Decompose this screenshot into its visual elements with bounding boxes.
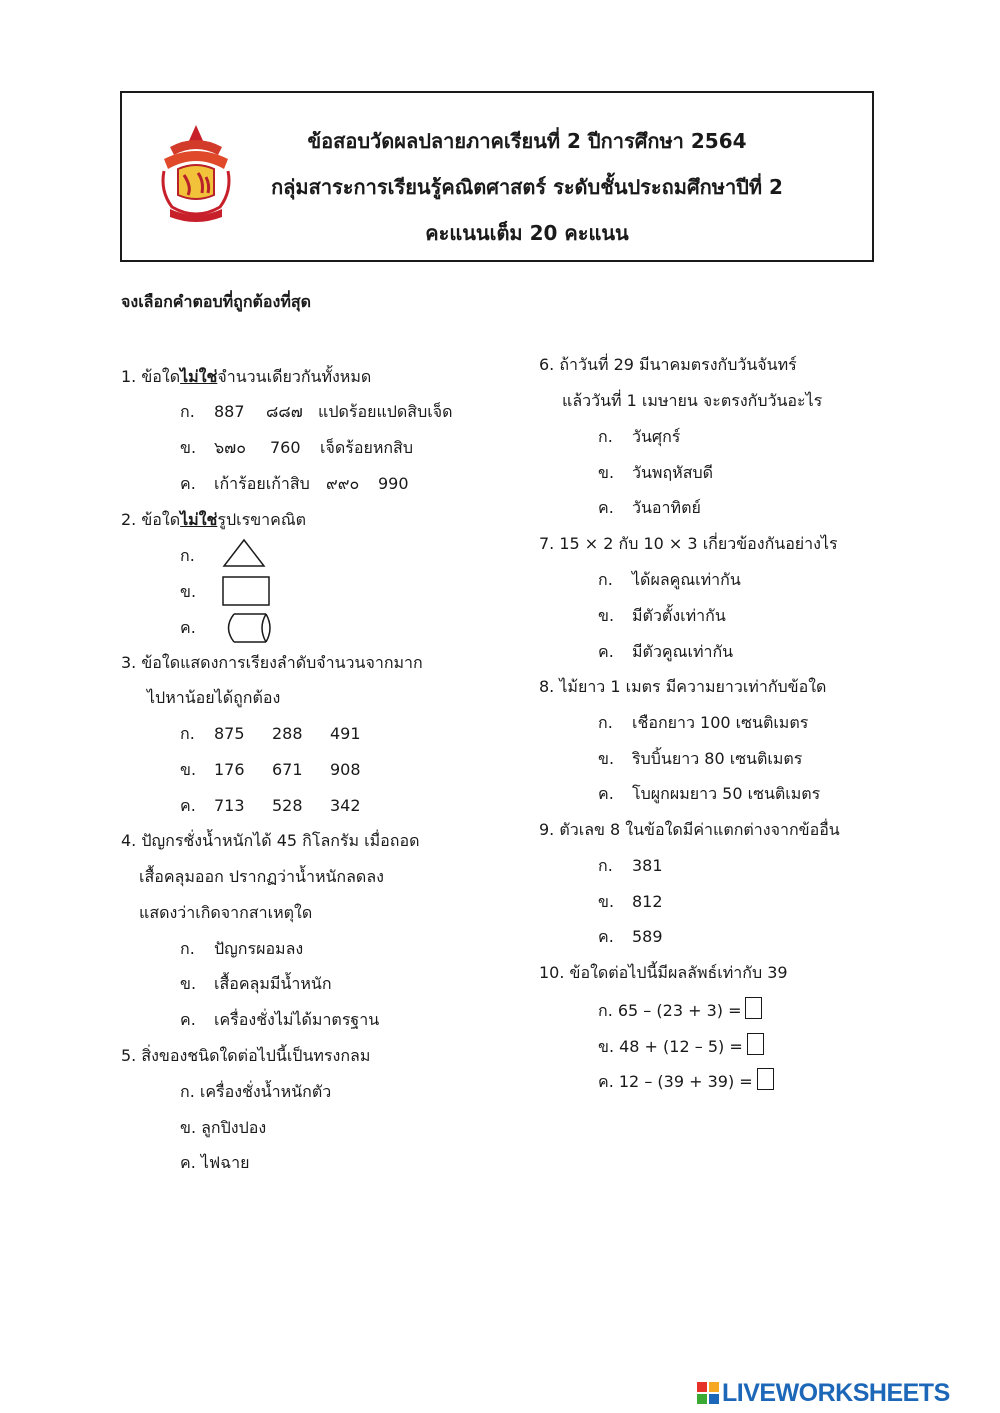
q1-emphasis: ไม่ใช่ <box>180 367 218 386</box>
question-7: 7. 15 × 2 กับ 10 × 3 เกี่ยวข้องกันอย่างไร <box>539 534 838 553</box>
choice-label: ก. <box>180 402 195 421</box>
choice-label: ค. <box>598 927 614 946</box>
choice-label: ข. <box>598 606 615 625</box>
q4-choice-a[interactable]: ก. ปัญกรผอมลง <box>180 937 303 961</box>
question-2 <box>121 508 306 532</box>
choice-label: ข. <box>180 760 197 779</box>
q2-choice-b[interactable] <box>180 580 214 604</box>
q1-suffix: จำนวนเดียวกันทั้งหมด <box>217 367 372 386</box>
choice-label: ข. <box>180 438 197 457</box>
choice-label: ค. <box>180 474 196 493</box>
q7-choice-a[interactable]: ก. ได้ผลคูณเท่ากัน <box>598 568 741 592</box>
q4-choice-c[interactable]: ค. เครื่องชั่งไม่ได้มาตรฐาน <box>180 1008 379 1032</box>
choice-label: ค. <box>598 498 614 517</box>
choice-label: ก. <box>598 713 613 732</box>
q2-prefix: 2. ข้อใด <box>121 510 181 529</box>
q7-choice-c[interactable]: ค. มีตัวคูณเท่ากัน <box>598 640 733 664</box>
question-6-cont: แล้ววันที่ 1 เมษายน จะตรงกับวันอะไร <box>562 391 823 410</box>
exam-score: คะแนนเต็ม 20 คะแนน <box>425 221 629 245</box>
choice-label: ข. <box>180 974 197 993</box>
q8-choice-c[interactable]: ค. โบผูกผมยาว 50 เซนติเมตร <box>598 782 820 806</box>
q7-choice-b[interactable]: ข. มีตัวตั้งเท่ากัน <box>598 604 726 628</box>
q8-choice-a[interactable]: ก. เชือกยาว 100 เซนติเมตร <box>598 711 808 735</box>
answer-box[interactable] <box>747 1033 764 1055</box>
question-1 <box>121 365 371 389</box>
triangle-shape <box>222 538 266 568</box>
q3-choice-c[interactable]: ค. 713 528 342 <box>180 794 361 818</box>
q8-choice-b[interactable]: ข. ริบบิ้นยาว 80 เซนติเมตร <box>598 747 802 771</box>
exam-header <box>120 91 874 262</box>
q6-choice-a[interactable]: ก. วันศุกร์ <box>598 425 680 449</box>
school-crest-icon <box>158 121 234 225</box>
choice-label: ค. <box>180 1010 196 1029</box>
answer-box[interactable] <box>757 1068 774 1090</box>
question-3-cont: ไปหาน้อยได้ถูกต้อง <box>147 688 281 707</box>
choice-label: ก. <box>598 427 613 446</box>
cylinder-shape <box>222 612 274 644</box>
choice-label: ข. <box>180 582 197 601</box>
q9-choice-b[interactable]: ข. 812 <box>598 890 663 914</box>
exam-subject: กลุ่มสาระการเรียนรู้คณิตศาสตร์ ระดับชั้นประถมศึกษาปีที่ 2 <box>271 175 783 199</box>
question-6: 6. ถ้าวันที่ 29 มีนาคมตรงกับวันจันทร์ <box>539 355 797 374</box>
q3-choice-a[interactable]: ก. 875 288 491 <box>180 722 361 746</box>
q4-choice-b[interactable]: ข. เสื้อคลุมมีน้ำหนัก <box>180 972 332 996</box>
q10-choice-c[interactable]: ค. 12 – (39 + 39) = <box>598 1068 774 1094</box>
q9-choice-a[interactable]: ก. 381 <box>598 854 663 878</box>
choice-label: ค. <box>180 618 196 637</box>
q1-choice-b[interactable]: ข. ๖๗๐ 760 เจ็ดร้อยหกสิบ <box>180 436 413 460</box>
choice-label: ข. <box>598 463 615 482</box>
q2-choice-a[interactable] <box>180 544 214 568</box>
q1-prefix: 1. ข้อใด <box>121 367 181 386</box>
q2-emphasis: ไม่ใช่ <box>180 510 218 529</box>
question-3: 3. ข้อใดแสดงการเรียงลำดับจำนวนจากมาก <box>121 653 423 672</box>
question-10: 10. ข้อใดต่อไปนี้มีผลลัพธ์เท่ากับ 39 <box>539 963 788 982</box>
choice-label: ก. <box>180 546 195 565</box>
q1-choice-a[interactable]: ก. 887 ๘๘๗ แปดร้อยแปดสิบเจ็ด <box>180 400 452 424</box>
rectangle-shape <box>222 576 270 606</box>
question-9: 9. ตัวเลข 8 ในข้อใดมีค่าแตกต่างจากข้ออื่น <box>539 820 840 839</box>
q5-choice-a[interactable]: ก. เครื่องชั่งน้ำหนักตัว <box>180 1082 332 1101</box>
q9-choice-c[interactable]: ค. 589 <box>598 925 663 949</box>
choice-label: ข. <box>598 892 615 911</box>
choice-label: ค. <box>598 642 614 661</box>
question-4-cont1: เสื้อคลุมออก ปรากฏว่าน้ำหนักลดลง <box>139 867 384 886</box>
question-5: 5. สิ่งของชนิดใดต่อไปนี้เป็นทรงกลม <box>121 1046 371 1065</box>
q2-suffix: รูปเรขาคณิต <box>217 510 307 529</box>
q5-choice-c[interactable]: ค. ไฟฉาย <box>180 1153 250 1172</box>
choice-label: ก. <box>598 570 613 589</box>
instruction: จงเลือกคำตอบที่ถูกต้องที่สุด <box>121 292 312 311</box>
question-4-cont2: แสดงว่าเกิดจากสาเหตุใด <box>139 903 313 922</box>
q6-choice-c[interactable]: ค. วันอาทิตย์ <box>598 496 701 520</box>
q5-choice-b[interactable]: ข. ลูกปิงปอง <box>180 1118 267 1137</box>
q3-choice-b[interactable]: ข. 176 671 908 <box>180 758 361 782</box>
choice-label: ก. <box>598 856 613 875</box>
choice-label: ก. <box>180 724 195 743</box>
q10-choice-a[interactable]: ก. 65 – (23 + 3) = <box>598 997 762 1023</box>
question-8: 8. ไม้ยาว 1 เมตร มีความยาวเท่ากับข้อใด <box>539 677 827 696</box>
choice-label: ค. <box>180 796 196 815</box>
choice-label: ข. <box>598 749 615 768</box>
q1-choice-c[interactable]: ค. เก้าร้อยเก้าสิบ ๙๙๐ 990 <box>180 472 409 496</box>
exam-title: ข้อสอบวัดผลปลายภาคเรียนที่ 2 ปีการศึกษา 2564 <box>307 129 747 153</box>
q2-choice-c[interactable] <box>180 616 214 640</box>
question-4: 4. ปัญกรชั่งน้ำหนักได้ 45 กิโลกรัม เมื่อถอด <box>121 831 420 850</box>
choice-label: ก. <box>180 939 195 958</box>
answer-box[interactable] <box>745 997 762 1019</box>
q10-choice-b[interactable]: ข. 48 + (12 – 5) = <box>598 1033 764 1059</box>
watermark-text: LIVEWORKSHEETS <box>722 1378 950 1407</box>
choice-label: ค. <box>598 784 614 803</box>
q6-choice-b[interactable]: ข. วันพฤหัสบดี <box>598 461 713 485</box>
liveworksheets-watermark <box>697 1378 950 1408</box>
liveworksheets-logo-icon <box>697 1382 719 1404</box>
